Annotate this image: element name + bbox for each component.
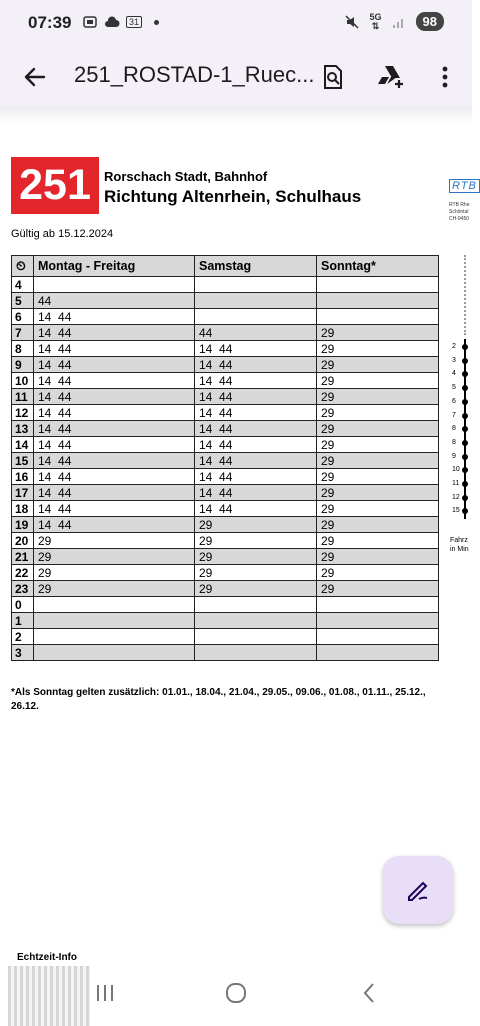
table-row	[12, 613, 439, 629]
route-stop-dot	[462, 454, 468, 460]
weekday-cell: 29	[34, 549, 195, 565]
more-notifications-dot-icon	[154, 20, 159, 25]
sunday-cell	[317, 629, 439, 645]
weekday-cell: 14 44	[34, 405, 195, 421]
hour-cell: 21	[12, 549, 34, 565]
route-travel-time-note	[450, 536, 469, 554]
table-row	[12, 405, 439, 421]
saturday-cell	[195, 293, 317, 309]
weekday-cell: 14 44	[34, 357, 195, 373]
header-sunday: Sonntag*	[317, 256, 439, 277]
hour-cell: 6	[12, 309, 34, 325]
route-stop-dot	[462, 358, 468, 364]
realtime-info-label: Echtzeit-Info	[17, 952, 77, 963]
saturday-cell: 14 44	[195, 453, 317, 469]
route-stop-minute: 15	[452, 507, 460, 515]
table-row	[12, 597, 439, 613]
route-stop-minute: 8	[452, 438, 456, 446]
hour-cell: 0	[12, 597, 34, 613]
hour-cell: 13	[12, 421, 34, 437]
screenshot-icon	[82, 14, 98, 30]
sunday-cell	[317, 293, 439, 309]
hour-cell: 15	[12, 453, 34, 469]
weekday-cell	[34, 645, 195, 661]
sunday-cell: 29	[317, 501, 439, 517]
more-vert-icon	[442, 66, 448, 88]
sunday-cell: 29	[317, 485, 439, 501]
route-stop-dot	[462, 508, 468, 514]
saturday-cell: 29	[195, 581, 317, 597]
route-stop-minute: 2	[452, 343, 456, 350]
hour-cell: 18	[12, 501, 34, 517]
find-in-page-icon	[321, 64, 345, 90]
table-row	[12, 389, 439, 405]
more-options-button[interactable]	[430, 62, 460, 92]
weekday-cell: 14 44	[34, 421, 195, 437]
weekday-cell: 14 44	[34, 373, 195, 389]
sunday-cell: 29	[317, 341, 439, 357]
hour-cell: 10	[12, 373, 34, 389]
clock-icon: ⏲	[12, 256, 34, 277]
hour-cell: 11	[12, 389, 34, 405]
saturday-cell: 14 44	[195, 437, 317, 453]
route-stop-dot	[462, 344, 468, 350]
valid-from: Gültig ab 15.12.2024	[11, 228, 114, 240]
route-stop-dot	[462, 371, 468, 377]
table-row	[12, 645, 439, 661]
weekday-cell: 29	[34, 565, 195, 581]
weekday-cell: 14 44	[34, 437, 195, 453]
route-stop-minute: 11	[452, 480, 460, 487]
app-bar	[0, 48, 472, 106]
sunday-cell: 29	[317, 565, 439, 581]
edit-fab[interactable]	[383, 856, 453, 924]
back-arrow-icon	[20, 62, 50, 92]
weekday-cell: 14 44	[34, 453, 195, 469]
saturday-cell: 14 44	[195, 373, 317, 389]
timetable-header-row	[12, 256, 439, 277]
saturday-cell: 14 44	[195, 341, 317, 357]
add-to-drive-icon	[376, 64, 406, 90]
sunday-cell	[317, 645, 439, 661]
network-5g-icon: 5G ⇅	[369, 11, 382, 31]
nav-back-button[interactable]	[354, 979, 384, 1007]
hour-cell: 1	[12, 613, 34, 629]
saturday-cell: 29	[195, 533, 317, 549]
route-stop-minute: 10	[452, 466, 460, 474]
route-note-line: Fahrz	[450, 537, 468, 544]
battery-indicator: 98	[416, 12, 444, 31]
back-button[interactable]	[20, 62, 50, 92]
weekday-cell: 14 44	[34, 325, 195, 341]
saturday-cell: 14 44	[195, 405, 317, 421]
rtb-address-line: CH-9450	[449, 216, 470, 222]
hour-cell: 17	[12, 485, 34, 501]
sunday-cell: 29	[317, 357, 439, 373]
hour-cell: 23	[12, 581, 34, 597]
hour-cell: 5	[12, 293, 34, 309]
hour-cell: 9	[12, 357, 34, 373]
table-row	[12, 421, 439, 437]
home-icon	[224, 981, 248, 1005]
document-title: 251_ROSTAD-1_Ruec...	[74, 62, 315, 87]
sunday-cell: 29	[317, 453, 439, 469]
saturday-cell	[195, 597, 317, 613]
saturday-cell	[195, 645, 317, 661]
sunday-cell: 29	[317, 373, 439, 389]
weekday-cell: 14 44	[34, 309, 195, 325]
route-stop-minute: 5	[452, 384, 456, 392]
saturday-cell: 29	[195, 517, 317, 533]
sunday-cell: 29	[317, 549, 439, 565]
status-bar	[0, 0, 472, 48]
hour-cell: 20	[12, 533, 34, 549]
weekday-cell: 14 44	[34, 485, 195, 501]
weekday-cell	[34, 277, 195, 293]
weekday-cell: 14 44	[34, 517, 195, 533]
timetable	[11, 255, 439, 661]
weekday-cell	[34, 613, 195, 629]
sunday-cell: 29	[317, 389, 439, 405]
sunday-cell: 29	[317, 405, 439, 421]
hour-cell: 16	[12, 469, 34, 485]
weekday-cell: 44	[34, 293, 195, 309]
table-row	[12, 469, 439, 485]
find-in-page-button[interactable]	[318, 62, 348, 92]
weekday-cell: 14 44	[34, 389, 195, 405]
weekday-cell: 14 44	[34, 501, 195, 517]
saturday-cell	[195, 309, 317, 325]
table-row	[12, 357, 439, 373]
hour-cell: 2	[12, 629, 34, 645]
route-stop-dot	[462, 481, 468, 487]
sunday-cell	[317, 309, 439, 325]
sunday-cell	[317, 277, 439, 293]
timetable-body	[12, 277, 439, 661]
table-row	[12, 549, 439, 565]
table-row	[12, 517, 439, 533]
saturday-cell: 29	[195, 565, 317, 581]
saturday-cell	[195, 277, 317, 293]
rtb-logo: RTB	[449, 179, 480, 193]
route-stop-minute: 4	[452, 370, 456, 378]
saturday-cell	[195, 629, 317, 645]
sunday-cell: 29	[317, 325, 439, 341]
sunday-footnote: *Als Sonntag gelten zusätzlich: 01.01., 18.04., 21.04., 29.05., 09.06., 01.08., 01.11., 25.12., 26.12.	[11, 687, 426, 712]
weekday-cell: 14 44	[34, 469, 195, 485]
table-row	[12, 501, 439, 517]
table-row	[12, 485, 439, 501]
qr-code	[8, 966, 90, 1026]
saturday-cell: 44	[195, 325, 317, 341]
saturday-cell: 14 44	[195, 389, 317, 405]
table-row	[12, 293, 439, 309]
saturday-cell: 29	[195, 549, 317, 565]
weekday-cell: 29	[34, 533, 195, 549]
route-stop-minute: 7	[452, 411, 456, 419]
route-stop-minute: 12	[452, 493, 460, 501]
origin-stop: Rorschach Stadt, Bahnhof	[104, 169, 268, 184]
appbar-shadow	[0, 106, 472, 124]
route-stop-dot	[462, 495, 468, 501]
route-stop-dot	[462, 426, 468, 432]
recent-apps-icon	[94, 983, 116, 1003]
route-note-line: in Min	[450, 546, 469, 553]
saturday-cell: 14 44	[195, 485, 317, 501]
weekday-cell: 29	[34, 581, 195, 597]
notification-icons	[82, 14, 159, 30]
sunday-cell: 29	[317, 469, 439, 485]
direction-label: Richtung Altenrhein, Schulhaus	[104, 187, 362, 206]
sunday-cell	[317, 597, 439, 613]
signal-icon	[392, 15, 406, 29]
sunday-cell	[317, 613, 439, 629]
hour-cell: 12	[12, 405, 34, 421]
route-stop-minute: 6	[452, 397, 456, 405]
table-row	[12, 533, 439, 549]
home-button[interactable]	[221, 979, 251, 1007]
weekday-cell	[34, 597, 195, 613]
system-icons	[344, 12, 444, 31]
route-stop-minute: 8	[452, 425, 456, 433]
table-row	[12, 373, 439, 389]
table-row	[12, 277, 439, 293]
status-time: 07:39	[28, 13, 72, 32]
route-stop-dot	[462, 467, 468, 473]
route-stop-dot	[462, 385, 468, 391]
route-stop-dot	[462, 413, 468, 419]
hour-cell: 14	[12, 437, 34, 453]
line-number-badge: 251	[11, 157, 99, 214]
add-to-drive-button[interactable]	[376, 62, 406, 92]
route-line-dotted	[464, 255, 466, 335]
rtb-address-line: RTB Rhe	[449, 202, 470, 208]
edit-draw-icon	[405, 877, 431, 903]
sunday-cell: 29	[317, 581, 439, 597]
weekday-cell	[34, 629, 195, 645]
weekday-cell: 14 44	[34, 341, 195, 357]
back-icon	[361, 982, 377, 1004]
hour-cell: 4	[12, 277, 34, 293]
hour-cell: 3	[12, 645, 34, 661]
route-stop-dot	[462, 440, 468, 446]
cloud-icon	[104, 15, 120, 29]
sunday-cell: 29	[317, 437, 439, 453]
table-row	[12, 325, 439, 341]
saturday-cell: 14 44	[195, 469, 317, 485]
sunday-cell: 29	[317, 533, 439, 549]
calendar-icon: 31	[126, 16, 142, 28]
table-row	[12, 309, 439, 325]
system-nav-bar	[90, 975, 390, 1011]
saturday-cell: 14 44	[195, 421, 317, 437]
recent-apps-button[interactable]	[90, 979, 120, 1007]
saturday-cell	[195, 613, 317, 629]
route-stop-minute: 9	[452, 452, 456, 460]
hour-cell: 22	[12, 565, 34, 581]
table-row	[12, 565, 439, 581]
sunday-cell: 29	[317, 421, 439, 437]
table-row	[12, 453, 439, 469]
saturday-cell: 14 44	[195, 357, 317, 373]
hour-cell: 8	[12, 341, 34, 357]
hour-cell: 19	[12, 517, 34, 533]
table-row	[12, 341, 439, 357]
table-row	[12, 437, 439, 453]
header-weekdays: Montag - Freitag	[34, 256, 195, 277]
mute-icon	[344, 14, 360, 30]
hour-cell: 7	[12, 325, 34, 341]
table-row	[12, 629, 439, 645]
sunday-cell: 29	[317, 517, 439, 533]
rtb-address-line: Schöntal	[449, 209, 469, 215]
route-stop-minute: 3	[452, 356, 456, 364]
route-stop-dot	[462, 399, 468, 405]
header-saturday: Samstag	[195, 256, 317, 277]
table-row	[12, 581, 439, 597]
saturday-cell: 14 44	[195, 501, 317, 517]
